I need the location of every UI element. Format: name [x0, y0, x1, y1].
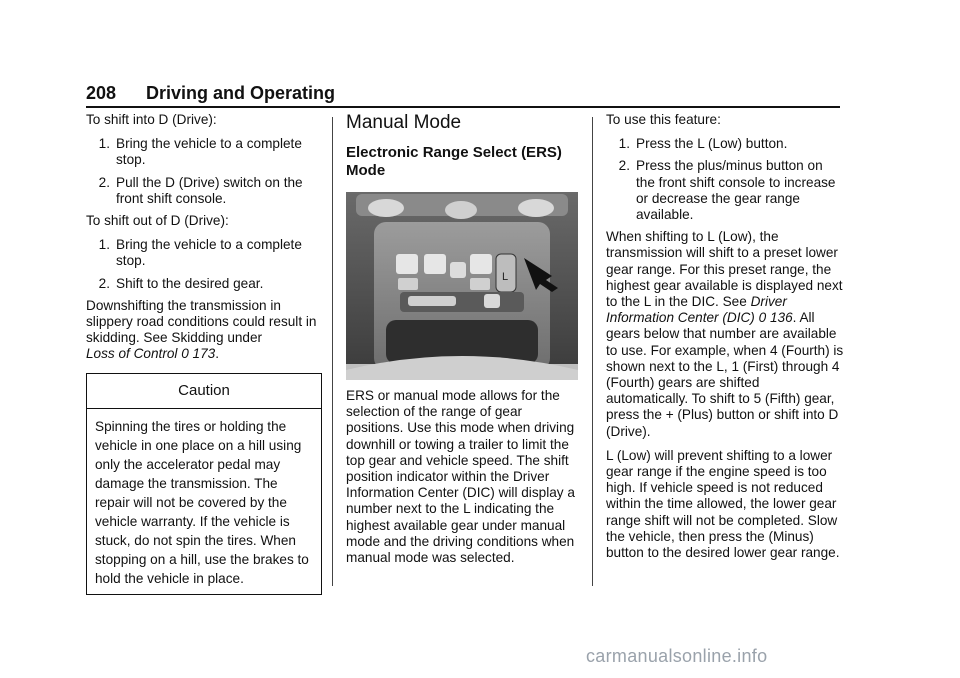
page-header: [86, 83, 842, 105]
feature-intro: To use this feature:: [606, 112, 721, 127]
list-item: 2. Pull the D (Drive) switch on the front shift console.: [98, 174, 303, 206]
section-title: Manual Mode: [346, 112, 462, 133]
header-rule: [86, 106, 840, 108]
list-item: 1. Bring the vehicle to a complete stop.: [98, 136, 302, 168]
shift-into-intro: To shift into D (Drive):: [86, 112, 217, 127]
list-item: 1. Press the L (Low) button.: [618, 136, 788, 152]
shift-console-photo: [346, 192, 578, 380]
watermark: carmanualsonline.info: [586, 646, 768, 666]
page-reference[interactable]: 0 173: [181, 346, 216, 362]
list-item: 2. Press the plus/minus button on the front shift console to increase or decrease the gear range available.: [618, 158, 836, 223]
page-number: 208: [86, 83, 117, 103]
ers-description: ERS or manual mode allows for the selection of the range of gear positions. Use this mode when driving downhill or towing a trailer to limit the top gear and vehicle speed. The shift position indicator within the Driver Information Center (DIC) will display a number next to the L indicating the highest available gear under manual mode and the driving conditions when manual mode was selected.: [346, 388, 575, 566]
column-divider: [332, 117, 333, 586]
loss-of-control-link[interactable]: Loss of Control: [86, 346, 178, 362]
caution-box: [86, 373, 322, 595]
column-3: [606, 112, 844, 569]
list-item: 2. Shift to the desired gear.: [98, 275, 264, 291]
svg-text:L: L: [502, 271, 509, 283]
downshift-paragraph: Downshifting the transmission in slippery road conditions could result in skidding. See Skidding under Loss of Control 0 173.: [86, 297, 317, 362]
dic-link[interactable]: Driver Information Center (DIC): [606, 294, 787, 326]
chapter-title: Driving and Operating: [146, 83, 336, 103]
low-gear-paragraph: When shifting to L (Low), the transmission will shift to a preset lower gear range. For this preset range, the highest gear available is displayed next to the L in the DIC. See Driver Information Center (DIC) 0 136. All gears below that number are available to use. For example, when 4 (Fourth) is shown next to the L, 1 (First) through 4 (Fourth) gears are shifted automatically. To shift to 5 (Fifth) gear, press the + (Plus) button or shift into D (Drive).: [606, 229, 844, 439]
page-reference[interactable]: 0 136: [758, 310, 793, 326]
column-1: [86, 112, 322, 595]
shift-out-intro: To shift out of D (Drive):: [86, 213, 229, 229]
low-gear-warning-paragraph: L (Low) will prevent shifting to a lower gear range if the engine speed is too high. If vehicle speed is not reduced within the time allowed, the lower gear range shift will not be completed. Slow the vehicle, then press the (Minus) button to the desired lower gear range.: [606, 447, 840, 561]
column-divider: [592, 117, 593, 586]
subsection-title: Electronic Range Select (ERS) Mode: [346, 144, 562, 179]
list-item: 1. Bring the vehicle to a complete stop.: [98, 237, 302, 269]
caution-title: Caution: [87, 374, 321, 409]
caution-body: Spinning the tires or holding the vehicle in one place on a hill using only the accelerator pedal may damage the transmission. The repair will not be covered by the vehicle warranty. If the vehicle is stuck, do not spin the tires. When stopping on a hill, use the brakes to hold the vehicle in place.: [95, 418, 309, 586]
column-2: [346, 112, 582, 574]
